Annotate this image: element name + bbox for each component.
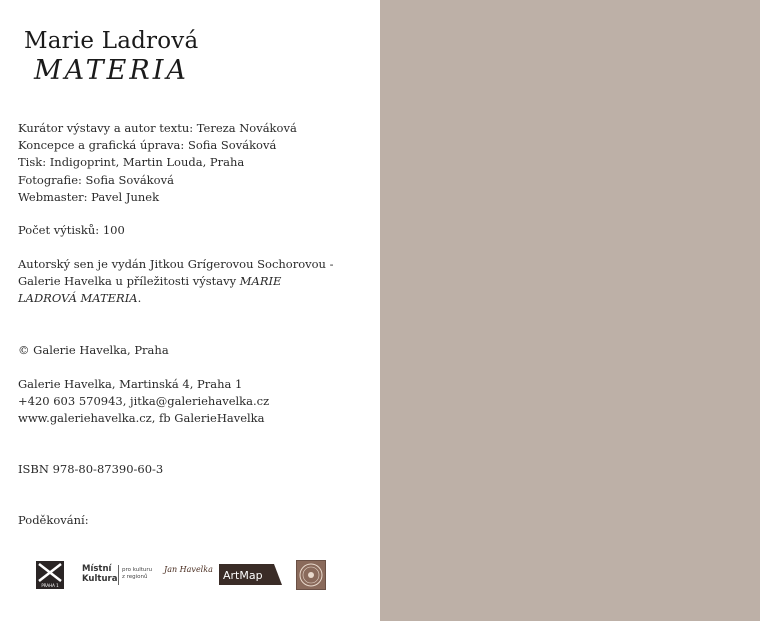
note-end: . (137, 291, 142, 306)
mk-divider (118, 565, 119, 585)
credits-block (18, 120, 297, 206)
mk-tagline: pro kulturu z regionů (122, 567, 153, 580)
sponsor-logos (36, 558, 336, 592)
credit-line: Kurátor výstavy a autor textu: Tereza Nováková (18, 121, 297, 135)
address-line: Galerie Havelka, Martinská 4, Praha 1 (18, 377, 243, 391)
web-line: www.galeriehavelka.cz, fb GalerieHavelka (18, 411, 265, 426)
print-run: Počet výtisků: 100 (18, 223, 125, 237)
mistni-kultura-logo (82, 564, 157, 590)
praha-logo-text: PRAHA 1 (41, 583, 59, 588)
credit-line: Fotografie: Sofia Sováková (18, 172, 174, 187)
exhibition-title: MATERIA (34, 55, 189, 86)
copyright: © Galerie Havelka, Praha (18, 343, 169, 357)
thanks-heading: Poděkování: (18, 513, 89, 527)
credit-line: Tisk: Indigoprint, Martin Louda, Praha (18, 155, 245, 170)
mk-line-1: Místní (82, 564, 112, 574)
contact-line: +420 603 570943, jitka@galeriehavelka.cz (18, 394, 270, 409)
note-text: Autorský sen je vydán Jitkou Grígerovou Sochorovou - Galerie Havelka u příležitosti výstavy (18, 257, 334, 289)
seal-logo (296, 560, 326, 590)
praha-1-logo (36, 561, 64, 589)
address-block (18, 376, 269, 428)
isbn: ISBN 978-80-87390-60-3 (18, 462, 164, 476)
artmap-text: ArtMap (223, 569, 263, 582)
right-page-color-block (380, 0, 760, 621)
credit-line: Webmaster: Pavel Junek (18, 189, 160, 204)
publication-note (18, 256, 338, 308)
jan-havelka-logo: Jan Havelka (164, 565, 213, 574)
mk-line-2: Kultura (82, 574, 118, 584)
artist-name: Marie Ladrová (24, 28, 199, 54)
note-exhibition: MARIE LADROVÁ MATERIA (18, 274, 282, 306)
artmap-logo (219, 564, 282, 585)
credit-line: Koncepce a grafická úprava: Sofia Sováková (18, 138, 277, 153)
